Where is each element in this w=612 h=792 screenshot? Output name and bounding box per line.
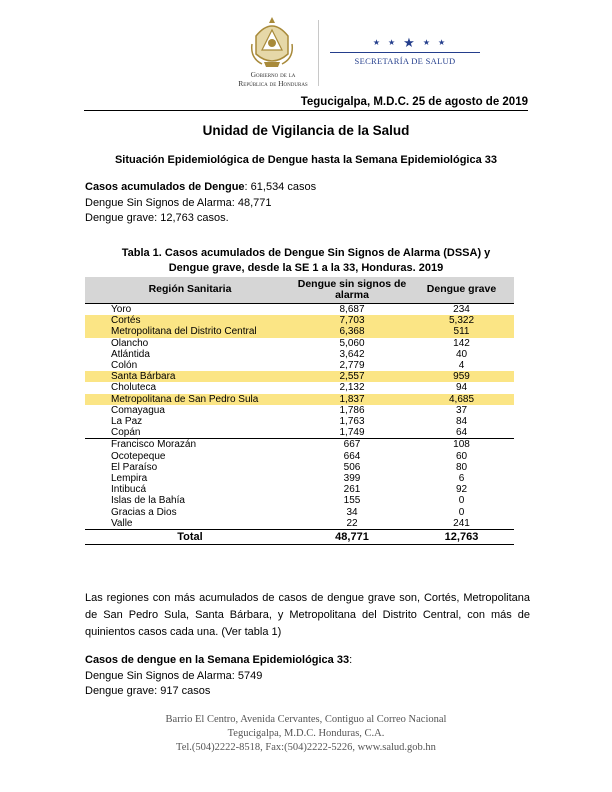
table-row: Yoro 8,687 234 bbox=[111, 304, 470, 315]
table-row: Comayagua 1,786 37 bbox=[111, 404, 468, 416]
secretaria-rule bbox=[330, 52, 480, 53]
acumulados-sin-signos: Dengue Sin Signos de Alarma: 48,771 bbox=[85, 196, 272, 209]
header-dssa: Dengue sin signos de alarma bbox=[295, 277, 409, 304]
table-row: Lempira 399 6 bbox=[111, 473, 465, 485]
table-row: Intibucá 261 92 bbox=[111, 484, 468, 496]
secretaria-name: SECRETARÍA DE SALUD bbox=[354, 56, 456, 66]
table-caption: Tabla 1. Casos acumulados de Dengue Sin Signos de Alarma (DSSA) y Dengue grave, desde la SE 1 a la 33, Honduras. 2019 bbox=[121, 247, 491, 274]
table-row: Ocotepeque 664 60 bbox=[111, 450, 468, 462]
government-seal-logo bbox=[248, 14, 296, 70]
page-title: Unidad de Vigilancia de la Salud bbox=[202, 123, 410, 138]
date-rule bbox=[84, 110, 528, 111]
table-row: Choluteca 2,132 94 bbox=[111, 382, 468, 394]
table-row-highlighted: Metropolitana del Distrito Central 6,368 511 bbox=[85, 326, 514, 337]
table-total-row: Total 48,771 12,763 bbox=[85, 530, 514, 545]
dengue-table bbox=[85, 277, 514, 545]
five-stars-icon: ★ ★ ★ ★ ★ bbox=[372, 35, 446, 50]
table-row: Gracias a Dios 34 0 bbox=[111, 506, 465, 518]
semana-sin-signos: Dengue Sin Signos de Alarma: 5749 bbox=[85, 669, 263, 682]
summary-paragraph: Las regiones con más acumulados de casos de dengue grave son, Cortés, Metropolitana de San Pedro Sula, Santa Bárbara, y Metropolitana del Distrito Central, con más de quinientos casos cada una. (Ver tabla 1) bbox=[85, 592, 530, 638]
table-row: Copán 1,749 64 bbox=[111, 427, 468, 439]
header-region: Región Sanitaria bbox=[85, 277, 295, 304]
table-row: Olancho 5,060 142 bbox=[111, 337, 470, 349]
page-subtitle: Situación Epidemiológica de Dengue hasta la Semana Epidemiológica 33 bbox=[114, 154, 498, 166]
table-row: Atlántida 3,642 40 bbox=[111, 348, 468, 360]
acumulados-grave: Dengue grave: 12,763 casos. bbox=[85, 212, 229, 224]
table-row-highlighted: Metropolitana de San Pedro Sula 1,837 4,685 bbox=[85, 394, 514, 405]
table-header-row bbox=[85, 277, 514, 304]
table-row: Colón 2,779 4 bbox=[111, 360, 465, 372]
semana-heading: Casos de dengue en la Semana Epidemiológica 33: bbox=[85, 654, 353, 666]
header-grave: Dengue grave bbox=[409, 277, 514, 304]
table-row-highlighted: Cortés 7,703 5,322 bbox=[85, 315, 514, 326]
date-line: Tegucigalpa, M.D.C. 25 de agosto de 2019 bbox=[300, 96, 528, 108]
header-divider bbox=[318, 20, 319, 86]
table-row-highlighted: Santa Bárbara 2,557 959 bbox=[85, 371, 514, 382]
acumulados-block bbox=[85, 180, 530, 227]
footer-address: Barrio El Centro, Avenida Cervantes, Contiguo al Correo Nacional Tegucigalpa, M.D.C. Honduras, C.A. Tel.(504)2222-8518, Fax:(504)2222-5226, www.salud.gob.hn bbox=[165, 714, 447, 753]
semana-block bbox=[85, 653, 530, 700]
table-row: La Paz 1,763 84 bbox=[111, 416, 468, 428]
semana-grave: Dengue grave: 917 casos bbox=[85, 685, 211, 697]
table-row: Francisco Morazán 667 108 bbox=[85, 439, 514, 451]
table-row: Valle 22 241 bbox=[111, 517, 470, 529]
government-name: Gobierno de la República de Honduras bbox=[238, 70, 308, 88]
table-row: Islas de la Bahía 155 0 bbox=[111, 495, 465, 507]
acumulados-total: Casos acumulados de Dengue: 61,534 casos bbox=[85, 181, 317, 193]
table-row: El Paraíso 506 80 bbox=[111, 461, 468, 473]
